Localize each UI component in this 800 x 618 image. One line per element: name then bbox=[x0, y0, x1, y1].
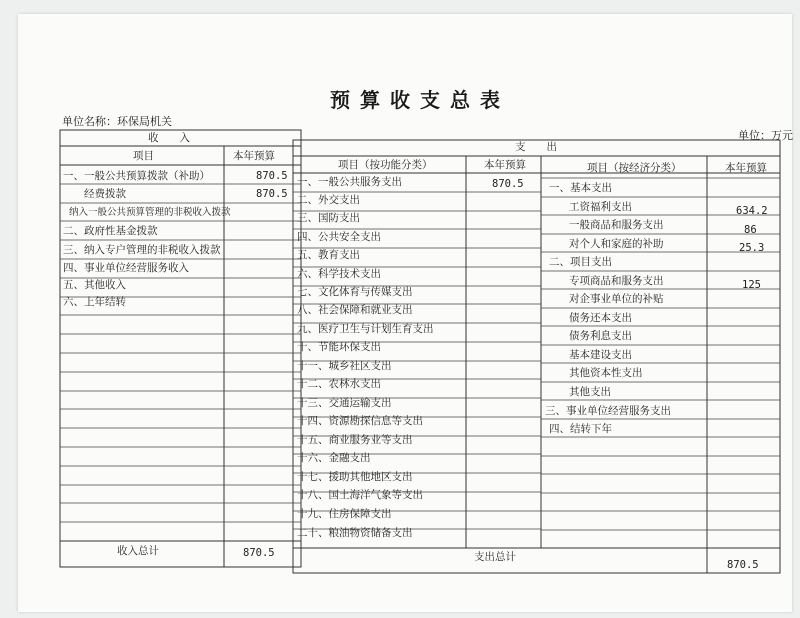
income-row-label: 纳入一般公共预算管理的非税收入拨款 bbox=[69, 207, 231, 218]
income-total-label: 收入总计 bbox=[117, 545, 159, 557]
page-title: 预算收支总表 bbox=[330, 88, 510, 112]
func-row-label: 十八、国土海洋气象等支出 bbox=[297, 489, 423, 501]
func-row-label: 十七、援助其他地区支出 bbox=[297, 471, 413, 483]
func-row-label: 六、科学技术支出 bbox=[297, 268, 381, 280]
econ-row-label: 债务还本支出 bbox=[569, 312, 632, 324]
income-row-label: 六、上年结转 bbox=[63, 296, 126, 308]
expense-total-value: 870.5 bbox=[727, 559, 759, 571]
econ-row-label: 一般商品和服务支出 bbox=[569, 219, 664, 231]
econ-row-label: 四、结转下年 bbox=[549, 423, 612, 435]
func-row-label: 二、外交支出 bbox=[297, 194, 360, 206]
expense-col-budget2: 本年预算 bbox=[725, 162, 767, 174]
econ-row-value: 125 bbox=[742, 279, 761, 291]
income-row-label: 二、政府性基金拨款 bbox=[63, 225, 158, 237]
econ-row-label: 对个人和家庭的补助 bbox=[569, 238, 664, 250]
func-row-label: 五、教育支出 bbox=[297, 249, 360, 261]
econ-row-label: 三、事业单位经营服务支出 bbox=[545, 405, 671, 417]
func-row-label: 十二、农林水支出 bbox=[297, 378, 381, 390]
econ-row-label: 工资福利支出 bbox=[569, 201, 632, 213]
expense-col-func: 项目（按功能分类） bbox=[338, 159, 433, 171]
econ-row-value: 25.3 bbox=[739, 242, 765, 254]
func-row-label: 八、社会保障和就业支出 bbox=[297, 304, 413, 316]
income-header: 收 入 bbox=[148, 132, 190, 144]
func-row-label: 十四、资源勘探信息等支出 bbox=[297, 415, 423, 427]
income-row-label: 三、纳入专户管理的非税收入拨款 bbox=[63, 244, 221, 256]
econ-row-label: 其他资本性支出 bbox=[569, 367, 643, 379]
func-row-label: 三、国防支出 bbox=[297, 212, 360, 224]
func-row-label: 十、节能环保支出 bbox=[297, 341, 381, 353]
expense-col-econ: 项目（按经济分类） bbox=[587, 162, 682, 174]
unit-label: 单位：万元 bbox=[738, 129, 793, 142]
econ-row-label: 债务利息支出 bbox=[569, 330, 632, 342]
func-row-label: 十九、住房保障支出 bbox=[297, 508, 392, 520]
func-row-label: 九、医疗卫生与计划生育支出 bbox=[297, 323, 434, 335]
econ-row-label: 二、项目支出 bbox=[549, 256, 612, 268]
func-row-label: 一、一般公共服务支出 bbox=[297, 176, 402, 188]
income-row-label: 四、事业单位经营服务收入 bbox=[63, 262, 189, 274]
income-row-value: 870.5 bbox=[256, 170, 288, 182]
econ-row-value: 86 bbox=[744, 224, 757, 236]
econ-row-label: 对企事业单位的补贴 bbox=[569, 293, 664, 305]
func-row-label: 十一、城乡社区支出 bbox=[297, 360, 392, 372]
income-row-label: 经费拨款 bbox=[84, 188, 126, 200]
expense-total-label: 支出总计 bbox=[474, 551, 516, 563]
econ-row-label: 其他支出 bbox=[569, 386, 611, 398]
func-row-label: 十五、商业服务业等支出 bbox=[297, 434, 413, 446]
expense-header: 支 出 bbox=[515, 141, 557, 153]
func-row-label: 十六、金融支出 bbox=[297, 452, 371, 464]
income-total-value: 870.5 bbox=[243, 547, 275, 559]
econ-row-label: 一、基本支出 bbox=[549, 182, 612, 194]
econ-row-label: 基本建设支出 bbox=[569, 349, 632, 361]
unit-name: 单位名称：环保局机关 bbox=[62, 115, 172, 128]
income-row-label: 一、一般公共预算拨款（补助） bbox=[63, 170, 210, 182]
income-row-value: 870.5 bbox=[256, 188, 288, 200]
func-row-value: 870.5 bbox=[492, 178, 524, 190]
expense-col-budget: 本年预算 bbox=[484, 159, 526, 171]
func-row-label: 二十、粮油物资储备支出 bbox=[297, 527, 413, 539]
func-row-label: 七、文化体育与传媒支出 bbox=[297, 286, 413, 298]
func-row-label: 四、公共安全支出 bbox=[297, 231, 381, 243]
income-col-item: 项目 bbox=[133, 150, 154, 162]
income-row-label: 五、其他收入 bbox=[63, 279, 126, 291]
econ-row-label: 专项商品和服务支出 bbox=[569, 275, 664, 287]
econ-row-value: 634.2 bbox=[736, 205, 768, 217]
income-col-budget: 本年预算 bbox=[233, 150, 275, 162]
func-row-label: 十三、交通运输支出 bbox=[297, 397, 392, 409]
